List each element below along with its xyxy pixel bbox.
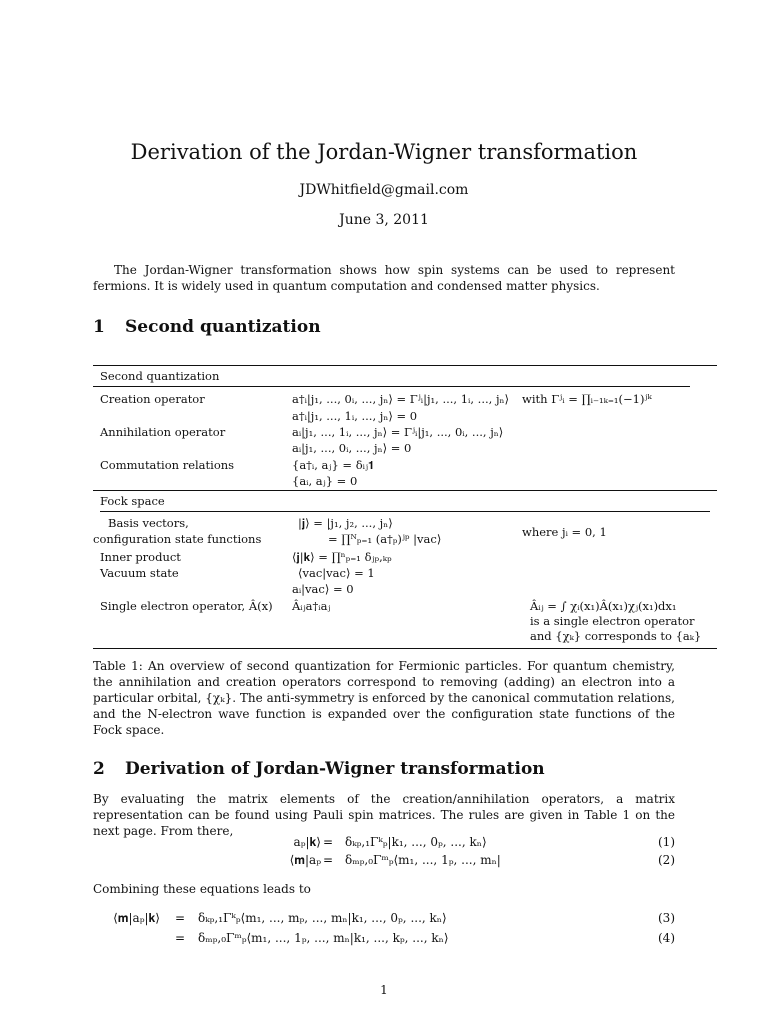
row-label-single-electron: Single electron operator, Â(x) [100, 599, 273, 613]
single-electron-note: and {χₖ} corresponds to {aₖ} [530, 629, 702, 643]
commutation-equation: {aᵢ, aⱼ} = 0 [292, 474, 358, 488]
row-label-commutation: Commutation relations [100, 458, 235, 472]
row-label-creation: Creation operator [100, 392, 205, 406]
section-number: 2 [93, 759, 105, 779]
section-2-paragraph: By evaluating the matrix elements of the creation/annihilation operators, a matrix representation can be found using Pauli spin matrices. The rules are given in Table 1 on the next page. From there, [93, 792, 675, 838]
section-heading-1 [93, 317, 321, 337]
basis-note: where jᵢ = 0, 1 [522, 525, 607, 539]
annihilation-equation: aᵢ|j₁, ..., 1ᵢ, ..., jₙ⟩ = Γʲᵢ|j₁, ..., 0ᵢ, ..., jₙ⟩ [292, 425, 504, 439]
single-electron-note: is a single electron operator [530, 614, 695, 628]
equation-rhs: δₘₚ,₀Γᵐₚ⟨m₁, ..., 1ₚ, ..., mₙ|k₁, ..., kₚ, ..., kₙ⟩ [198, 931, 449, 945]
creation-note: with Γʲᵢ = ∏ᵢ₋₁ₖ₌₁(−1)ʲᵏ [522, 392, 652, 406]
equation-lhs: aₚ|𝐤⟩ [293, 835, 321, 849]
section-heading-2 [93, 759, 545, 779]
equation-lhs: ⟨𝐦|aₚ|𝐤⟩ [113, 911, 160, 925]
section-number: 1 [93, 317, 105, 337]
single-electron-note: Âᵢⱼ = ∫ χᵢ(x₁)Â(x₁)χⱼ(x₁)dx₁ [530, 599, 677, 613]
table-group-heading: Second quantization [100, 369, 220, 383]
combining-text: Combining these equations leads to [93, 882, 311, 896]
equation-number: (1) [658, 835, 675, 849]
equation-rhs: δₖₚ,₁Γᵏₚ|k₁, ..., 0ₚ, ..., kₙ⟩ [345, 835, 487, 849]
equation-rhs: δₘₚ,₀Γᵐₚ⟨m₁, ..., 1ₚ, ..., mₙ| [345, 853, 501, 867]
page-number: 1 [380, 983, 388, 997]
table-caption: Table 1: An overview of second quantization for Fermionic particles. For quantum chemistry, the annihilation and creation operators correspond to removing (adding) an electron into a particular orbital, {χₖ}. The anti-symmetry is enforced by the canonical commutation relations, and the N-electron wave function is expanded over the configuration state functions of the Fock space. [93, 659, 675, 737]
basis-equation: |𝐣⟩ = |j₁, j₂, ..., jₙ⟩ [298, 516, 393, 530]
basis-equation: = ∏ᴺₚ₌₁ (a†ₚ)ʲᵖ |vac⟩ [328, 532, 442, 546]
creation-equation: a†ᵢ|j₁, ..., 0ᵢ, ..., jₙ⟩ = Γʲᵢ|j₁, ..., 1ᵢ, ..., jₙ⟩ [292, 392, 509, 406]
abstract-paragraph: The Jordan-Wigner transformation shows how spin systems can be used to represent fermions. It is widely used in quantum computation and condensed matter physics. [93, 263, 675, 293]
single-electron-equation: Âᵢⱼa†ᵢaⱼ [292, 599, 331, 613]
commutation-equation: {a†ᵢ, aⱼ} = δᵢⱼ𝟏 [292, 458, 375, 472]
table-group-rule [93, 386, 690, 387]
equation-number: (2) [658, 853, 675, 867]
vacuum-equation: aᵢ|vac⟩ = 0 [292, 582, 354, 596]
paper-date: June 3, 2011 [339, 212, 429, 228]
section-title: Second quantization [125, 317, 321, 337]
paper-title: Derivation of the Jordan-Wigner transformation [130, 140, 638, 164]
equation-rel: = [323, 835, 334, 849]
section-title: Derivation of Jordan-Wigner transformation [125, 759, 545, 779]
table-group-rule [100, 511, 710, 512]
row-label-vacuum: Vacuum state [100, 566, 179, 580]
equation-rhs: δₖₚ,₁Γᵏₚ⟨m₁, ..., mₚ, ..., mₙ|k₁, ..., 0ₚ, ..., kₙ⟩ [198, 911, 447, 925]
equation-rel: = [175, 931, 186, 945]
row-label-basis: configuration state functions [93, 532, 262, 546]
equation-rel: = [323, 853, 334, 867]
table-bottom-rule [93, 648, 717, 649]
author-email: JDWhitfield@gmail.com [299, 182, 469, 198]
row-label-basis: Basis vectors, [108, 516, 189, 530]
equation-number: (4) [658, 931, 675, 945]
row-label-inner: Inner product [100, 550, 181, 564]
equation-rel: = [175, 911, 186, 925]
vacuum-equation: ⟨vac|vac⟩ = 1 [298, 566, 375, 580]
table-group-heading: Fock space [100, 494, 165, 508]
equation-lhs: ⟨𝐦|aₚ [289, 853, 321, 867]
creation-equation: a†ᵢ|j₁, ..., 1ᵢ, ..., jₙ⟩ = 0 [292, 409, 418, 423]
row-label-annihilation: Annihilation operator [100, 425, 226, 439]
table-top-rule [93, 365, 717, 366]
table-mid-rule [93, 490, 717, 491]
equation-number: (3) [658, 911, 675, 925]
inner-equation: ⟨𝐣|𝐤⟩ = ∏ⁿₚ₌₁ δⱼₚ,ₖₚ [292, 550, 392, 564]
annihilation-equation: aᵢ|j₁, ..., 0ᵢ, ..., jₙ⟩ = 0 [292, 441, 412, 455]
